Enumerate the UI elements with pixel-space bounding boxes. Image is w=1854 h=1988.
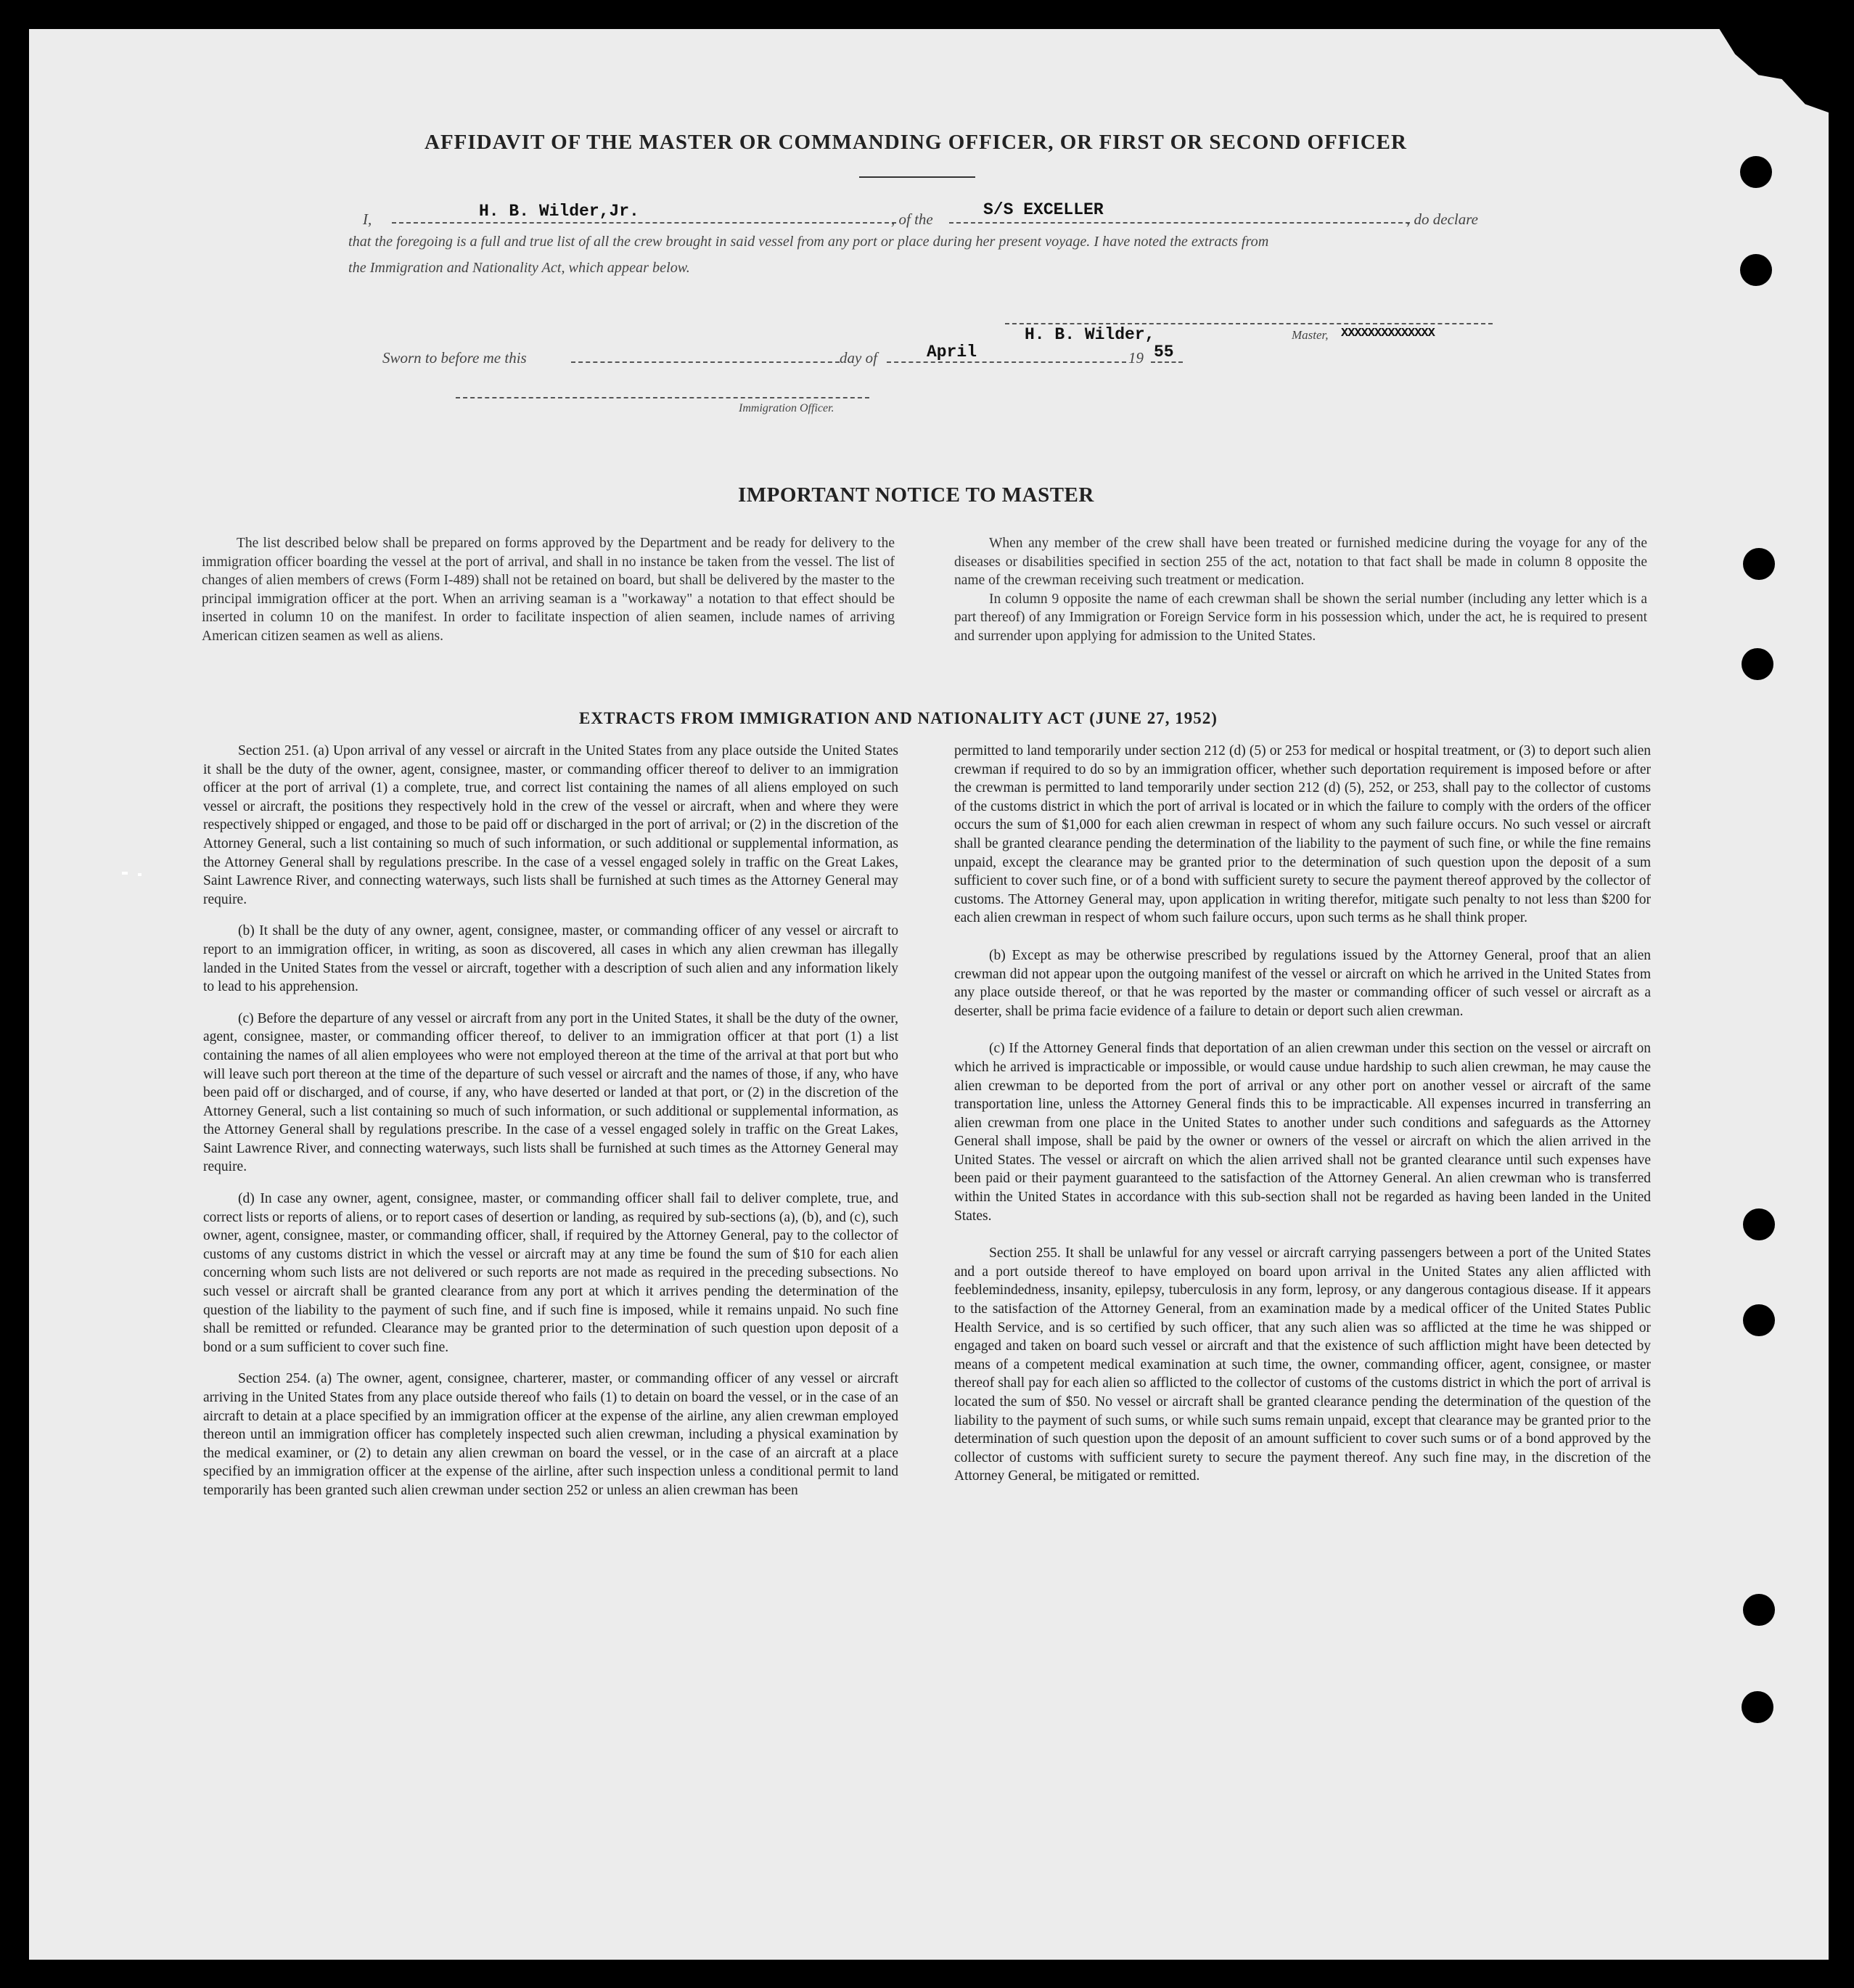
punch-hole bbox=[1740, 156, 1772, 188]
sworn-month: April bbox=[927, 343, 977, 361]
notice-left-text: The list described below shall be prepared on forms approved by the Department and be ready for delivery to the immigration officer boarding the vessel at the port of arrival, and shall in no instance be taken from the vessel. The list of changes of alien members of crews (Form I-489) shall not be retained on board, but shall be delivered by the master to the principal immigration officer at the port. When an arriving seaman is a "workaway" a notation to that effect should be inserted in column 10 on the manifest. In order to facilitate inspection of alien seamen, include names of arriving American citizen seamen as well as aliens. bbox=[202, 536, 895, 644]
notice-right-text-1: When any member of the crew shall have been treated or furnished medicine during the voyage for any of the diseases or disabilities specified in section 255 of the act, notation to that fact shall be made in column 8 opposite the name of the crewman receiving such treatment or medication. bbox=[954, 536, 1647, 589]
notice-title: IMPORTANT NOTICE TO MASTER bbox=[738, 483, 1094, 507]
punch-hole bbox=[1740, 254, 1772, 286]
sworn-day-line bbox=[571, 361, 840, 363]
punch-hole bbox=[1742, 1691, 1773, 1723]
section-251-a: Section 251. (a) Upon arrival of any vessel or aircraft in the United States from any place outside the United States it shall be the duty of the owner, agent, consignee, master, or commanding officer thereof to deliver to an immigration officer at the port of arrival (1) a complete, true, and correct list containing the names of all aliens employed on such vessel or aircraft, the positions they respectively hold in the crew of the vessel or aircraft, when and where they were respectively shipped or engaged, and those to be paid off or discharged in the port of arrival; or (2) in the discretion of the Attorney General, such a list containing so much of such information, or such additional or supplemental information, as the Attorney General shall by regulations prescribe. In the case of a vessel engaged solely in traffic on the Great Lakes, Saint Lawrence River, and connecting waterways, such lists shall be furnished at such times as the Attorney General may require. bbox=[203, 743, 898, 907]
scan-mark bbox=[122, 872, 128, 875]
notice-right-paragraph bbox=[954, 534, 1647, 646]
vessel-line bbox=[949, 222, 1410, 224]
notice-right-text-2: In column 9 opposite the name of each crewman shall be shown the serial number (including any letter which is a part thereof) of any Immigration or Foreign Service form in his possession which, under the act, he is required to present and surrender upon applying for admission to the United States. bbox=[954, 591, 1647, 644]
day-of-label: day of bbox=[840, 349, 877, 367]
title-rule bbox=[859, 176, 975, 178]
declaration-line-3: the Immigration and Nationality Act, which appear below. bbox=[348, 260, 690, 276]
sworn-year: 55 bbox=[1154, 343, 1174, 361]
section-251-b: (b) It shall be the duty of any owner, agent, consignee, master, or commanding officer of any vessel or aircraft to report to an immigration officer, in writing, as soon as discovered, all cases in which any alien crewman has illegally landed in the United States from the vessel or aircraft, together with a description of such alien and any information likely to lead to his apprehension. bbox=[203, 923, 898, 995]
section-254-b: (b) Except as may be otherwise prescribed by regulations issued by the Attorney General, proof that an alien crewman did not appear upon the outgoing manifest of the vessel or aircraft on which he arrived in the United States from any place outside thereof, or that he was reported by the master or commanding officer of such vessel or aircraft as a deserter, shall be prima facie evidence of a failure to detain or deport such alien crewman. bbox=[954, 947, 1651, 1019]
name-line bbox=[392, 222, 896, 224]
section-251-d: (d) In case any owner, agent, consignee, master, or commanding officer shall fail to deliver complete, true, and correct lists or reports of aliens, or to report cases of desertion or landing, as required by sub-sections (a), (b), and (c), such owner, agent, consignee, master, or commanding officer, shall, if required by the Attorney General, pay to the collector of customs of any customs district in which the vessel or aircraft may at any time be found the sum of $10 for each alien concerning whom such lists are not delivered or such reports are not made as required in the preceding subsections. No such vessel or aircraft shall be granted clearance from any port at which it arrives pending the determination of the question of the liability to the payment of such fine, and if such fine is imposed, while it remains unpaid. No such fine shall be remitted or refunded. Clearance may be granted prior to the determination of such question upon deposit of a bond or a sum sufficient to cover such fine. bbox=[203, 1191, 898, 1355]
master-label: Master, bbox=[1292, 328, 1329, 342]
notice-left-paragraph bbox=[202, 534, 895, 646]
do-declare-label: , do declare bbox=[1406, 210, 1478, 228]
declaration-line-2: that the foregoing is a full and true list of all the crew brought in said vessel from any port or place during her present voyage. I have noted the extracts from bbox=[348, 234, 1269, 250]
of-the-label: , of the bbox=[891, 210, 933, 228]
immigration-officer-line bbox=[456, 397, 869, 398]
signature-line bbox=[1005, 323, 1493, 324]
sworn-month-line bbox=[887, 361, 1126, 363]
section-254-c: (c) If the Attorney General finds that deportation of an alien crewman under this section on the vessel or aircraft on which he arrived is impracticable or impossible, or would cause undue hardship to such alien crewman, he may cause the alien crewman to be deported from the port of arrival or any other port on another vessel or aircraft of the same transportation line, unless the Attorney General finds this to be impracticable. All expenses incurred in transferring an alien crewman from one place in the United States to another under such conditions and safeguards as the Attorney General shall impose, shall be paid by the owner or owners of the vessel or aircraft on which the alien arrived in the United States. The vessel or aircraft on which the alien arrived shall not be granted clearance until such expenses have been paid or their payment guaranteed to the satisfaction of the Attorney General. An alien crewman who is transferred within the United States in accordance with this sub-section shall not be regarded as having been landed in the United States. bbox=[954, 1041, 1651, 1224]
struck-out-text: XXXXXXXXXXXXXX bbox=[1341, 327, 1435, 340]
extracts-title: EXTRACTS FROM IMMIGRATION AND NATIONALITY ACT (JUNE 27, 1952) bbox=[579, 709, 1218, 727]
vessel-name: S/S EXCELLER bbox=[983, 200, 1104, 219]
section-255: Section 255. It shall be unlawful for any vessel or aircraft carrying passengers between a port of the United States and a port outside thereof to have employed on board upon arrival in the United States any alien afflicted with feeblemindedness, insanity, epilepsy, tuberculosis in any form, leprosy, or any dangerous contagious disease. If it appears to the satisfaction of the Attorney General, from an examination made by a medical officer of the United States Public Health Service, and is so certified by such officer, that any such alien was so afflicted at the time he was shipped or engaged and taken on board such vessel or aircraft and that the existence of such affliction might have been detected by means of a competent medical examination at such time, the owner, commanding officer, agent, consignee, or master thereof shall pay for each alien so afflicted to the collector of customs of the customs district in which the port of arrival is located the sum of $50. No vessel or aircraft shall be granted clearance pending the determination of the question of the liability to the payment of such sums, or while such sums remain unpaid, except that clearance may be granted prior to the determination of such question upon the deposit of an amount sufficient to cover such sums or of a bond approved by the collector of customs with sufficient surety to secure the payment thereof. Any such fine may, in the discretion of the Attorney General, be mitigated or remitted. bbox=[954, 1245, 1651, 1484]
extracts-left-column bbox=[203, 742, 898, 1513]
officer-name: H. B. Wilder,Jr. bbox=[479, 202, 639, 221]
sworn-label: Sworn to before me this bbox=[382, 349, 527, 367]
section-254-a-cont: permitted to land temporarily under section 212 (d) (5) or 253 for medical or hospital treatment, or (3) to deport such alien crewman if required to do so by an immigration officer, whether such deportation requirement is imposed before or after the crewman is permitted to land temporarily under section 212 (d) (5), 252, or 253, shall pay to the collector of customs of the customs district in which the port of arrival is located or in which the failure to comply with the orders of the officer occurs the sum of $1,000 for each alien crewman in respect of whom any such failure occurs. No such vessel or aircraft shall be granted clearance pending the determination of the liability to the payment of such fine, or while the fine remains unpaid, except the clearance may be granted prior to the determination of such question upon the deposit of a sum sufficient to cover such fine, or of a bond with sufficient surety to secure the payment thereof approved by the collector of customs. The Attorney General may, upon application in writing therefor, mitigate such penalty to not less than $200 for each alien crewman in respect of whom such failure occurs, upon such terms as he shall think proper. bbox=[954, 743, 1651, 926]
scan-mark bbox=[138, 873, 141, 876]
affidavit-title: AFFIDAVIT OF THE MASTER OR COMMANDING OFFICER, OR FIRST OR SECOND OFFICER bbox=[424, 131, 1407, 154]
extracts-right-column bbox=[954, 742, 1651, 1499]
declaration-prefix: I, bbox=[363, 210, 372, 228]
punch-hole bbox=[1743, 1208, 1775, 1240]
punch-hole bbox=[1743, 1304, 1775, 1336]
year-line bbox=[1151, 361, 1183, 363]
punch-hole bbox=[1743, 548, 1775, 580]
punch-hole bbox=[1742, 648, 1773, 680]
punch-hole bbox=[1743, 1594, 1775, 1626]
signed-name: H. B. Wilder, bbox=[1025, 325, 1155, 344]
immigration-officer-label: Immigration Officer. bbox=[739, 402, 834, 414]
year-prefix: 19 bbox=[1128, 349, 1144, 367]
section-254-a: Section 254. (a) The owner, agent, consignee, charterer, master, or commanding officer of any vessel or aircraft arriving in the United States from any place outside thereof who fails (1) to detain on board the vessel, or in the case of an aircraft to detain at a place specified by an immigration officer at the expense of the airline, any alien crewman employed thereon until an immigration officer has completely inspected such alien crewman, including a physical examination by the medical examiner, or (2) to detain any alien crewman on board the vessel, or in the case of an aircraft at a place specified by an immigration officer at the expense of the airline, after such inspection unless a conditional permit to land temporarily has been granted such alien crewman under section 252 or unless an alien crewman has been bbox=[203, 1371, 898, 1498]
section-251-c: (c) Before the departure of any vessel or aircraft from any port in the United States, it shall be the duty of the owner, agent, consignee, master, or commanding officer thereof, to deliver to an immigration officer at that port (1) a list containing the names of all alien employees who were not employed thereon at the time of the arrival at that port but who will leave such port thereon at the time of the departure of such vessel or aircraft and the names of those, if any, who have been paid off or discharged, and of course, if any, who have deserted or landed at that port, or (2) in the discretion of the Attorney General, such a list containing so much of such information, or such additional or supplemental information, as the Attorney General shall by regulations prescribe. In the case of a vessel engaged solely in traffic on the Great Lakes, Saint Lawrence River, and connecting waterways, such lists shall be furnished at such times as the Attorney General may require. bbox=[203, 1010, 898, 1175]
